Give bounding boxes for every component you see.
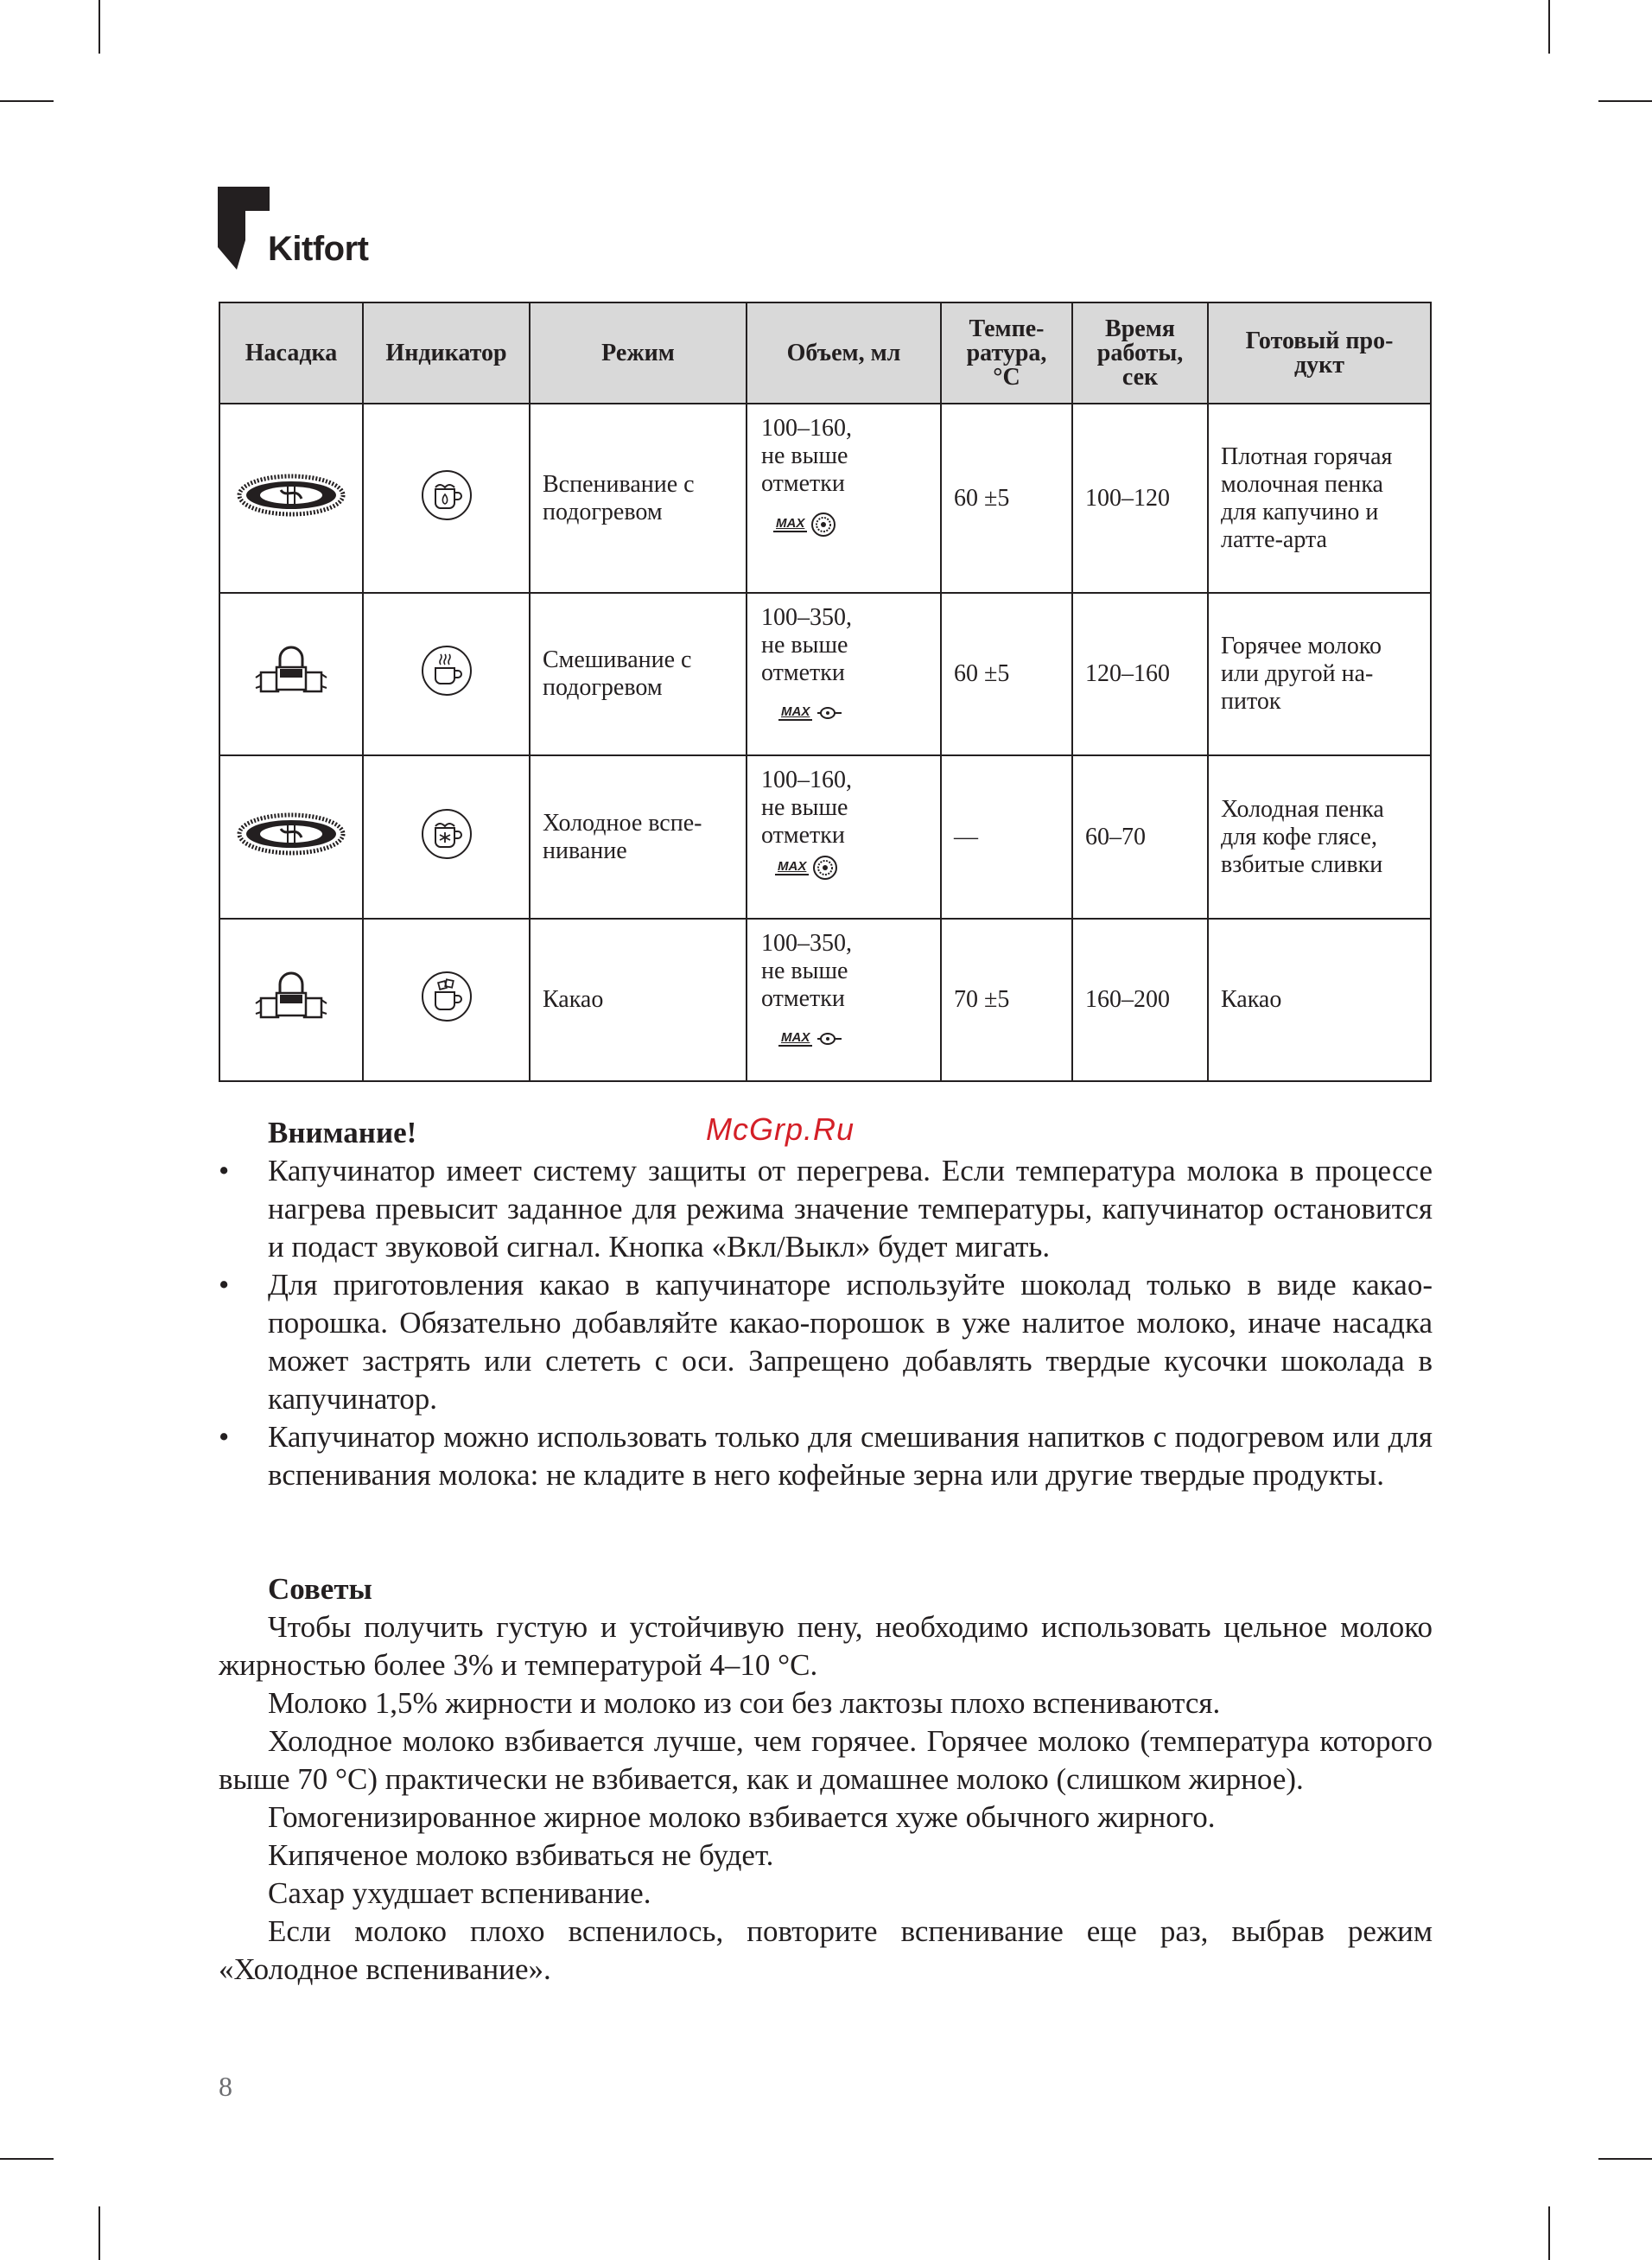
indicator-cell <box>363 593 530 755</box>
brand-name: Kitfort <box>268 230 369 268</box>
mode-cell: Холодное вспе-нивание <box>530 755 747 919</box>
max-label: MAX <box>775 860 809 875</box>
temperature-cell: 60 ±5 <box>941 404 1072 593</box>
volume-note: отметки <box>761 659 845 686</box>
header-attachment: Насадка <box>219 302 363 404</box>
crop-mark-bottom-left <box>98 2206 100 2260</box>
volume-cell <box>747 593 941 755</box>
volume-note: отметки <box>761 470 845 497</box>
whisk-ring-icon <box>236 473 346 518</box>
volume-note: не выше <box>761 632 848 659</box>
volume-note: не выше <box>761 442 848 469</box>
kitfort-logo <box>218 187 369 270</box>
product-cell: Какао <box>1208 919 1431 1081</box>
crop-mark-right-top <box>1598 100 1652 102</box>
cup-flame-icon <box>420 468 473 522</box>
cup-snowflake-icon <box>420 807 473 861</box>
tip-paragraph: Чтобы получить густую и устойчивую пену, необходимо использовать цельное молоко жирностью более 3% и температурой 4–10 °C. <box>219 1610 1433 1682</box>
table-row <box>219 593 1431 755</box>
time-cell: 120–160 <box>1072 593 1208 755</box>
header-mode: Режим <box>530 302 747 404</box>
cup-cocoa-icon <box>420 970 473 1023</box>
crop-mark-left-bottom <box>0 2158 54 2160</box>
crop-mark-top-left <box>98 0 100 54</box>
tip-paragraph: Если молоко плохо вспенилось, повторите вспенивание еще раз, выбрав режим «Холодное вспенивание». <box>219 1914 1433 1986</box>
volume-range: 100–350, <box>761 930 852 957</box>
volume-note: отметки <box>761 985 845 1012</box>
volume-cell <box>747 755 941 919</box>
kitfort-logo-mark-icon <box>218 187 270 270</box>
max-mark <box>778 1030 928 1047</box>
crop-mark-left-top <box>0 100 54 102</box>
volume-note: отметки <box>761 822 845 849</box>
attachment-cell <box>219 593 363 755</box>
attachment-cell <box>219 755 363 919</box>
mixer-paddle-icon <box>816 1030 843 1047</box>
tip-paragraph: Гомогенизированное жирное молоко взбивается хуже обычного жирного. <box>268 1800 1216 1834</box>
tip-paragraph: Сахар ухудшает вспенивание. <box>268 1876 651 1910</box>
tip-paragraph: Кипяченое молоко взбиваться не будет. <box>268 1838 774 1872</box>
max-mark <box>778 704 928 722</box>
indicator-cell <box>363 919 530 1081</box>
mode-cell: Какао <box>530 919 747 1081</box>
table-header-row <box>219 302 1431 404</box>
tip-paragraph: Молоко 1,5% жирности и молоко из сои без лактозы плохо вспениваются. <box>268 1686 1221 1720</box>
attention-list <box>219 1152 1433 1494</box>
table-row <box>219 404 1431 593</box>
time-cell: 100–120 <box>1072 404 1208 593</box>
temperature-cell: — <box>941 755 1072 919</box>
tips-body <box>219 1608 1433 1989</box>
list-item: • Для приготовления какао в капучинаторе используйте шоколад только в виде какао-порошка. Обязательно добавляйте какао-порошок в уже налитое молоко, иначе насадка может застрять или слететь с оси. Запрещено добавлять твердые кусочки шоколада в капучинатор. <box>219 1266 1433 1418</box>
attachment-cell <box>219 404 363 593</box>
tips-title: Советы <box>268 1572 372 1606</box>
product-cell: Горячее молоко или другой на-питок <box>1208 593 1431 755</box>
product-cell: Плотная горячая молочная пенка для капучино и латте-арта <box>1208 404 1431 593</box>
header-temperature: Темпе-ратура, °C <box>941 302 1072 404</box>
mixer-paddle-icon <box>816 704 843 722</box>
mode-cell: Смешивание с подогревом <box>530 593 747 755</box>
indicator-cell <box>363 404 530 593</box>
page-number: 8 <box>219 2071 232 2102</box>
header-time: Время работы, сек <box>1072 302 1208 404</box>
crop-mark-bottom-right <box>1548 2206 1550 2260</box>
volume-range: 100–160, <box>761 415 852 442</box>
attention-title: Внимание! <box>268 1116 417 1149</box>
mixer-paddle-icon <box>254 969 328 1024</box>
modes-table <box>219 302 1432 1082</box>
product-cell: Холодная пенка для кофе глясе, взбитые сливки <box>1208 755 1431 919</box>
watermark: McGrp.Ru <box>706 1111 855 1147</box>
indicator-cell <box>363 755 530 919</box>
header-volume: Объем, мл <box>747 302 941 404</box>
max-mark <box>775 855 928 881</box>
attachment-cell <box>219 919 363 1081</box>
whisk-ring-icon <box>236 812 346 856</box>
whisk-ring-icon <box>812 855 838 881</box>
cup-steam-icon <box>420 644 473 697</box>
tip-paragraph: Холодное молоко взбивается лучше, чем горячее. Горячее молоко (температура которого выше 70 °C) практически не взбивается, как и домашнее молоко (слишком жирное). <box>219 1724 1433 1796</box>
whisk-ring-icon <box>810 512 836 538</box>
max-mark <box>773 512 928 538</box>
temperature-cell: 60 ±5 <box>941 593 1072 755</box>
header-indicator: Индикатор <box>363 302 530 404</box>
volume-note: не выше <box>761 958 848 984</box>
volume-cell <box>747 919 941 1081</box>
volume-range: 100–160, <box>761 767 852 793</box>
volume-range: 100–350, <box>761 604 852 631</box>
volume-cell <box>747 404 941 593</box>
crop-mark-right-bottom <box>1598 2158 1652 2160</box>
table-row <box>219 755 1431 919</box>
max-label: MAX <box>778 1031 812 1047</box>
time-cell: 60–70 <box>1072 755 1208 919</box>
time-cell: 160–200 <box>1072 919 1208 1081</box>
header-product: Готовый про-дукт <box>1208 302 1431 404</box>
max-label: MAX <box>773 517 807 532</box>
max-label: MAX <box>778 705 812 721</box>
crop-mark-top-right <box>1548 0 1550 54</box>
mode-cell: Вспенивание с подогревом <box>530 404 747 593</box>
temperature-cell: 70 ±5 <box>941 919 1072 1081</box>
list-item: • Капучинатор имеет систему защиты от перегрева. Если температура молока в процессе нагрева превысит заданное для режима значение температуры, капучинатор остановится и подаст звуковой сигнал. Кнопка «Вкл/Выкл» будет мигать. <box>219 1152 1433 1266</box>
list-item: • Капучинатор можно использовать только для смешивания напитков с подогревом или для вспенивания молока: не кладите в него кофейные зерна или другие твердые продукты. <box>219 1418 1433 1494</box>
table-row <box>219 919 1431 1081</box>
mixer-paddle-icon <box>254 643 328 698</box>
volume-note: не выше <box>761 794 848 821</box>
